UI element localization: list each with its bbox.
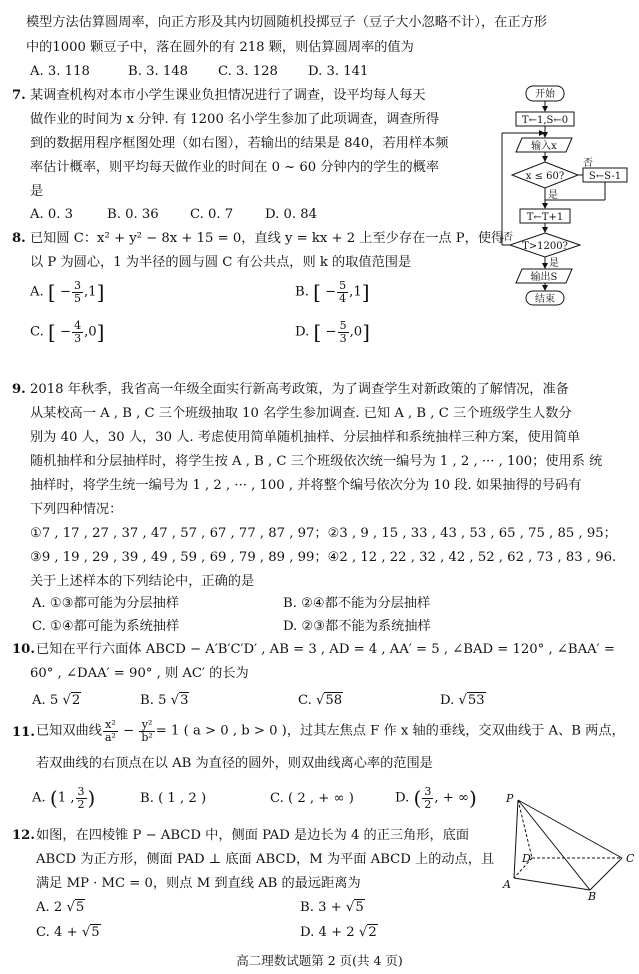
q6-option-d: D. 3. 141 bbox=[308, 64, 369, 79]
q11-line-2: 若双曲线的右顶点在以 AB 为直径的圆外，则双曲线离心率的范围是 bbox=[36, 756, 433, 771]
flow-start: 开始 bbox=[535, 89, 555, 100]
q8-number: 8. bbox=[12, 231, 26, 246]
q10-option-c: C. √58 bbox=[298, 693, 343, 708]
q12-number: 12. bbox=[12, 828, 35, 843]
flow-update-t: T←T+1 bbox=[526, 212, 564, 223]
vertex-p: P bbox=[506, 792, 514, 805]
q12-line-3: 满足 MP · MC = 0，则点 M 到直线 AB 的最远距离为 bbox=[36, 876, 361, 891]
q10-option-b: B. 5 √3 bbox=[140, 693, 189, 708]
flow-no2: 否 bbox=[503, 232, 513, 243]
q6-line-1: 模型方法估算圆周率，向正方形及其内切圆随机投掷豆子（豆子大小忽略不计），在正方形 bbox=[26, 15, 547, 30]
q10-number: 10. bbox=[12, 642, 35, 657]
q9-option-d: D. ②③都不能为系统抽样 bbox=[283, 619, 431, 634]
q11-option-c: C. ( 2 , + ∞ ) bbox=[270, 791, 354, 806]
q11-option-a: A. (1 , $\frac{3}{2}$ ) bbox=[32, 785, 96, 811]
q9-line-7: ①7 , 17 , 27 , 37 , 47 , 57 , 67 , 77 , 87 , 97；②3 , 9 , 15 , 33 , 43 , 53 , 65 , 75 , 85 , 95； bbox=[30, 526, 617, 541]
vertex-a: A bbox=[503, 878, 511, 891]
q8-option-b: B. [ − $\frac{5}{4}$ ,1] bbox=[295, 279, 370, 305]
q7-option-b: B. 0. 36 bbox=[107, 207, 159, 222]
q8-option-a: A. [ − $\frac{3}{5}$ ,1] bbox=[30, 279, 105, 305]
q6-option-b: B. 3. 148 bbox=[128, 64, 189, 79]
q9-line-4: 随机抽样和分层抽样时，将学生按 A , B , C 三个班级依次统一编号为 1 , 2 , ··· , 100；使用系 统 bbox=[30, 454, 603, 469]
flow-cond1: x ≤ 60? bbox=[525, 171, 565, 182]
flow-end: 结束 bbox=[535, 294, 555, 305]
q12-line-1: 如图，在四棱锥 P − ABCD 中，侧面 PAD 是边长为 4 的正三角形，底面 bbox=[36, 828, 470, 843]
q12-option-b: B. 3 + √5 bbox=[300, 900, 364, 915]
q9-option-a: A. ①③都可能为分层抽样 bbox=[32, 596, 180, 611]
q9-option-b: B. ②④都不能为分层抽样 bbox=[283, 596, 431, 611]
q7-option-c: C. 0. 7 bbox=[190, 207, 234, 222]
q7-line-3: 到的数据用程序框图处理（如右图），若输出的结果是 840，若用样本频 bbox=[30, 136, 449, 151]
q6-line-2: 中的1000 颗豆子中，落在圆外的有 218 颗，则估算圆周率的值为 bbox=[26, 40, 414, 55]
q11-line-1: 已知双曲线 $\frac{\text{x²}}{\text{a²}}$ − $\frac{\text{y²}}{\text{b²}}$ = 1 ( a > 0 , b > 0 )，过其左焦点 F 作 x 轴的垂线，交双曲线于 A、B 两点， bbox=[36, 718, 625, 744]
flow-no1: 否 bbox=[583, 158, 593, 169]
flowchart-diagram bbox=[498, 82, 636, 308]
q7-line-2: 做作业的时间为 x 分钟. 有 1200 名小学生参加了此项调查，调查所得 bbox=[30, 112, 440, 127]
q12-option-d: D. 4 + 2 √2 bbox=[300, 925, 377, 940]
q11-number: 11. bbox=[12, 725, 35, 740]
q10-option-d: D. √53 bbox=[440, 693, 485, 708]
q8-line-1: 已知圆 C：x² + y² − 8x + 15 = 0，直线 y = kx + 2 上至少存在一点 P，使得 bbox=[30, 231, 505, 246]
q9-option-c: C. ①④都可能为系统抽样 bbox=[32, 619, 180, 634]
q9-line-1: 2018 年秋季，我省高一年级全面实行新高考政策，为了调查学生对新政策的了解情况，准备 bbox=[30, 382, 569, 397]
q7-line-4: 率估计概率，则平均每天做作业的时间在 0 ~ 60 分钟内的学生的概率 bbox=[30, 160, 440, 175]
q7-line-5: 是 bbox=[30, 184, 44, 199]
q11-option-d: D. ( $\frac{3}{2}$ , + ∞) bbox=[395, 785, 477, 811]
flow-update-s: S←S-1 bbox=[588, 171, 622, 182]
q7-option-a: A. 0. 3 bbox=[30, 207, 74, 222]
q10-line-1: 已知在平行六面体 ABCD − A′B′C′D′ , AB = 3 , AD = 4 , AA′ = 5 , ∠BAD = 120° , ∠BAA′ = bbox=[36, 642, 615, 657]
q9-number: 9. bbox=[12, 382, 26, 397]
flow-output: 输出S bbox=[530, 272, 558, 283]
flow-cond2: T>1200? bbox=[522, 241, 568, 252]
q8-option-c: C. [ − $\frac{4}{3}$ ,0] bbox=[30, 319, 105, 345]
q10-option-a: A. 5 √2 bbox=[32, 693, 81, 708]
q9-line-5: 抽样时，将学生统一编号为 1 , 2 , ··· , 100 , 并将整个编号依次分为 10 段. 如果抽得的号码有 bbox=[30, 478, 582, 493]
q12-line-2: ABCD 为正方形，侧面 PAD ⊥ 底面 ABCD，M 为平面 ABCD 上的动点，且 bbox=[36, 852, 495, 867]
q9-line-6: 下列四种情况： bbox=[30, 502, 123, 517]
pyramid-figure bbox=[500, 790, 635, 900]
flow-yes2: 是 bbox=[549, 258, 559, 269]
q7-line-1: 某调查机构对本市小学生课业负担情况进行了调查，设平均每人每天 bbox=[30, 88, 426, 103]
flow-init: T←1,S←0 bbox=[521, 115, 569, 126]
flow-yes1: 是 bbox=[548, 190, 558, 201]
flow-input: 输入x bbox=[531, 141, 557, 152]
q6-option-c: C. 3. 128 bbox=[218, 64, 278, 79]
q7-option-d: D. 0. 84 bbox=[265, 207, 318, 222]
q12-option-c: C. 4 + √5 bbox=[36, 925, 100, 940]
q6-option-a: A. 3. 118 bbox=[30, 64, 90, 79]
q12-option-a: A. 2 √5 bbox=[36, 900, 85, 915]
q9-line-9: 关于上述样本的下列结论中，正确的是 bbox=[30, 574, 255, 589]
q10-line-2: 60° , ∠DAA′ = 90° , 则 AC′ 的长为 bbox=[30, 666, 249, 681]
q7-number: 7. bbox=[12, 88, 26, 103]
vertex-d: D bbox=[522, 852, 531, 865]
vertex-c: C bbox=[626, 852, 635, 865]
q9-line-8: ③9 , 19 , 29 , 39 , 49 , 59 , 69 , 79 , 89 , 99；④2 , 12 , 22 , 32 , 42 , 52 , 62 , 73 , 83 , 96. bbox=[30, 550, 617, 565]
q9-line-3: 别为 40 人，30 人，30 人. 考虑使用简单随机抽样、分层抽样和系统抽样三种方案，使用简单 bbox=[30, 430, 581, 445]
vertex-b: B bbox=[588, 890, 597, 900]
q11-option-b: B. ( 1 , 2 ) bbox=[140, 791, 207, 806]
page-footer: 高二理数试题第 2 页(共 4 页) bbox=[236, 953, 403, 968]
q8-option-d: D. [ − $\frac{5}{3}$ ,0] bbox=[295, 319, 370, 345]
q9-line-2: 从某校高一 A , B , C 三个班级抽取 10 名学生参加调查. 已知 A , B , C 三个班级学生人数分 bbox=[30, 406, 572, 421]
q8-line-2: 以 P 为圆心，1 为半径的圆与圆 C 有公共点，则 k 的取值范围是 bbox=[30, 255, 412, 270]
